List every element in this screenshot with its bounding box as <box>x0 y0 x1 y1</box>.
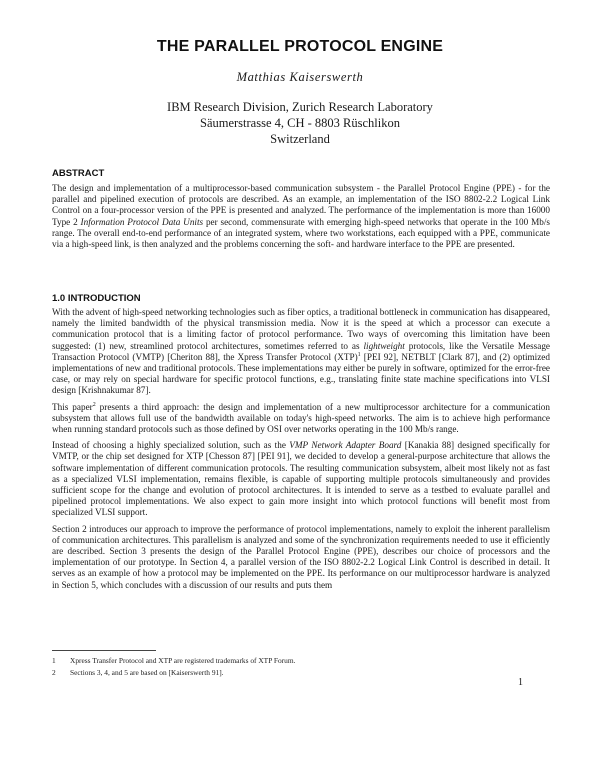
abstract-heading: ABSTRACT <box>52 168 105 179</box>
intro-p1-italic: lightweight <box>363 340 405 351</box>
footnote-ref-2: 2 <box>92 401 96 408</box>
paper-title: THE PARALLEL PROTOCOL ENGINE <box>156 38 444 55</box>
author-name: Matthias Kaiserswerth <box>236 70 364 84</box>
intro-p2-text-a: This paper <box>52 401 93 412</box>
intro-paragraph-4: Section 2 introduces our approach to improve the performance of protocol implementations, namely to exploit the inherent parallelism of communication architectures. This parallelism is analyzed and some of the synchronization requirements needed to use it efficiently are described. Section 3 presents the design of the Parallel Protocol Engine (PPE), describes our choice of processors and the implementation of our prototype. In Section 4, a parallel version of the ISO 8802-2.2 Logical Link Control is described in detail. It serves as an example of how a protocol may be implemented on the PPE. Its performance on our multiprocessor hardware is analyzed in Section 5, which concludes with a discussion of our results and puts them <box>52 523 550 590</box>
affiliation-country: Switzerland <box>270 132 330 146</box>
abstract-body <box>52 183 550 255</box>
affiliation <box>0 99 600 147</box>
footnote-2 <box>52 667 550 679</box>
intro-heading: 1.0 INTRODUCTION <box>52 293 141 304</box>
intro-p3-italic: VMP Network Adapter Board <box>289 440 402 451</box>
footnotes <box>52 655 550 679</box>
footnote-ref-1: 1 <box>357 351 361 358</box>
intro-p2-text-b: presents a third approach: the design and implementation of a new multiprocessor architecture for a communication subsystem that allows full use of the bandwidth available on today's high-speed networks. The aim is to achieve high performance when running standard protocols such as those defined by OSI over networks operating in the 100 Mb/s range. <box>52 401 550 435</box>
intro-body <box>52 307 550 596</box>
abstract-paragraph <box>52 183 550 250</box>
affiliation-org: IBM Research Division, Zurich Research Laboratory <box>167 100 433 114</box>
abstract-italic: Information Protocol Data Units <box>80 216 204 227</box>
intro-p3-text-a: Instead of choosing a highly specialized solution, such as the <box>52 440 290 451</box>
footnote-number: 2 <box>52 668 56 677</box>
intro-paragraph-1 <box>52 307 550 397</box>
footnote-number: 1 <box>52 656 56 665</box>
footnote-text: Sections 3, 4, and 5 are based on [Kaiserswerth 91]. <box>70 668 224 677</box>
footnote-1 <box>52 655 550 667</box>
intro-p1-text-b: protocols, like the Versatile Message Transaction Protocol (VMTP) [Cheriton 88], the Xpress Transfer Protocol (XTP) <box>52 340 550 362</box>
intro-p1-text-a: With the advent of high-speed networking technologies such as fiber optics, a traditional bottleneck in communication has disappeared, namely the limited bandwidth of the physical transmission media. Now it is the speed at which a processor can execute a communication protocol that is a limiting factor of protocol performance. Two ways of overcoming this limitation have been suggested: (1) new, streamlined protocol architectures, sometimes referred to as <box>52 307 550 351</box>
footnote-text: Xpress Transfer Protocol and XTP are registered trademarks of XTP Forum. <box>70 656 296 665</box>
abstract-text-1: The design and implementation of a multiprocessor-based communication subsystem - the Parallel Protocol Engine (PPE) - for the parallel and pipelined execution of protocols are described. As an example, an implementation of the ISO 8802-2.2 Logical Link Control on a four-processor version of the PPE is presented and analyzed. The performance of the implementation is more than 16000 Type 2 <box>52 183 550 227</box>
page-number: 1 <box>518 677 523 688</box>
affiliation-address: Säumerstrasse 4, CH - 8803 Rüschlikon <box>200 116 400 130</box>
intro-paragraph-3 <box>52 440 550 518</box>
intro-p1-text-c: [PEI 92], NETBLT [Clark 87], and (2) optimized implementations of new and traditional protocols. These implementations may either be purely in software, optimized for the error-free case, or may rely on special hardware for specific protocol functions, e.g., translating finite state machine specifications into VLSI design [Krishnakumar 87]. <box>52 351 550 396</box>
intro-p3-text-b: [Kanakia 88] designed specifically for VMTP, or the chip set designed for XTP [Chesson 87] [PEI 91], we decided to develop a general-purpose architecture that allows the software implementation of different communication protocols. The resulting communication subsystem, albeit most likely not as fast as a specialized VLSI implementation, remains flexible, is capable of supporting multiple protocols simultaneously and provides sufficient scope for the change and evolution of protocol architectures. It is intended to serve as a testbed to evaluate parallel and pipelined protocol implementations. We also expect to gain more insight into which protocol functions will benefit most from specialized VLSI support. <box>52 440 550 518</box>
intro-paragraph-2 <box>52 402 550 436</box>
footnote-divider <box>52 650 156 651</box>
abstract-text-2: per second, commensurate with emerging high-speed networks that operate in the 100 Mb/s range. The overall end-to-end performance of an integrated system, where two workstations, each equipped with a PPE, communicate via a high-speed link, is then analyzed and the problems concerning the soft- and hardware interface to the PPE are presented. <box>52 216 550 250</box>
